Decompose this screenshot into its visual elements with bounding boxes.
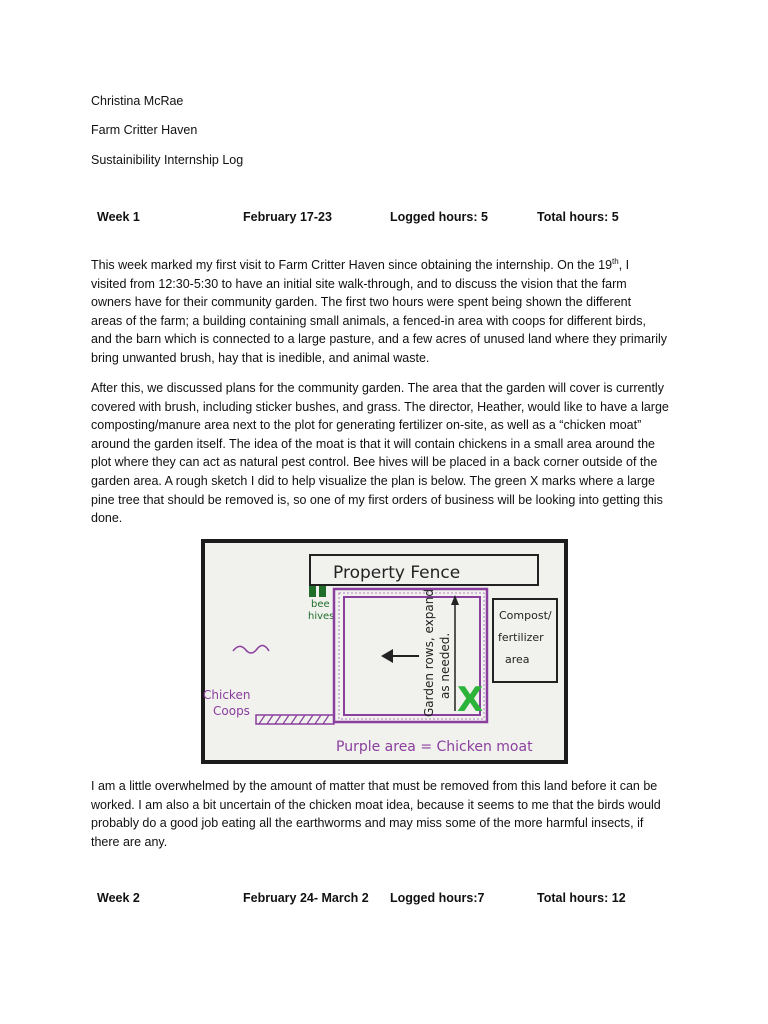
total-hours: Total hours: 5	[537, 210, 619, 224]
total-hours: Total hours: 12	[537, 891, 626, 905]
paragraph-line: worked. I am also a bit uncertain of the chicken moat idea, because it seems to me that the birds would	[91, 797, 661, 812]
logged-hours: Logged hours: 5	[390, 210, 488, 224]
paragraph-3	[91, 777, 691, 851]
garden-sketch	[201, 539, 568, 764]
paragraph-line: I am a little overwhelmed by the amount of matter that must be removed from this land before it can be	[91, 779, 658, 793]
paragraph-line: around the garden itself. The idea of the moat is that it will contain chickens in a small area around the	[91, 436, 655, 451]
legend-label: Purple area = Chicken moat	[336, 739, 533, 755]
organization-name: Farm Critter Haven	[91, 123, 198, 137]
paragraph-line: owners have for their community garden. The first two hours were spent being shown the different	[91, 295, 632, 310]
week-label: Week 2	[97, 891, 140, 905]
paragraph-2	[91, 379, 691, 528]
chicken-coops-label-2: Coops	[213, 704, 250, 718]
paragraph-line: bring unwanted brush, hay that is inedible, and animal waste.	[91, 350, 430, 365]
week-1-row	[97, 210, 697, 228]
paragraph-line: composting/manure area next to the plot for generating fertilizer on-site, as well as a “chicken moat”	[91, 418, 642, 433]
week-label: Week 1	[97, 210, 140, 224]
paragraph-line: garden area. A rough sketch I did to help visualize the plan is below. The green X marks where a large	[91, 473, 655, 488]
author-name: Christina McRae	[91, 94, 184, 108]
week-dates: February 17-23	[243, 210, 332, 224]
paragraph-line: plot where they can act as natural pest control. Bee hives will be placed in a back corner outside of the	[91, 455, 658, 470]
garden-rows-label-1: Garden rows, expand	[422, 589, 436, 717]
bee-hive-icon	[309, 586, 316, 597]
log-title: Sustainibility Internship Log	[91, 153, 244, 167]
pine-tree-x-mark: X	[457, 680, 484, 720]
compost-label-3: area	[505, 653, 530, 666]
compost-label-2: fertilizer	[498, 631, 544, 644]
paragraph-line: and the barn which is connected to a large pasture, and a few acres of unused land where they primarily	[91, 332, 668, 347]
week-2-row	[97, 891, 697, 909]
paragraph-1	[91, 256, 691, 368]
bee-hive-icon	[319, 586, 326, 597]
logged-hours: Logged hours:7	[390, 891, 485, 905]
week-dates: February 24- March 2	[243, 891, 369, 905]
property-fence-label: Property Fence	[333, 563, 461, 583]
bee-hives-label-2: hives	[308, 611, 335, 622]
paragraph-line: there are any.	[91, 834, 168, 849]
chicken-coops-label-1: Chicken	[203, 688, 251, 702]
paragraph-line: covered with brush, including sticker bushes, and grass. The director, Heather, would like to have a large	[91, 399, 669, 414]
compost-label-1: Compost/	[499, 609, 552, 622]
garden-rows-label-2: as needed.	[438, 632, 452, 699]
paragraph-line: After this, we discussed plans for the community garden. The area that the garden will cover is currently	[91, 381, 664, 395]
paragraph-line: pine tree that should be removed is, so one of my first orders of business will be looking into getting this	[91, 492, 663, 507]
paragraph-line: probably do a good job eating all the earthworms and may miss some of the more harmful insects, if	[91, 816, 644, 831]
bee-hives-label-1: bee	[311, 599, 330, 610]
paragraph-line: visited from 12:30-5:30 to have an initial site walk-through, and to discuss the vision that the farm	[91, 276, 627, 291]
paragraph-line: areas of the farm; a building containing small animals, a fenced-in area with coops for different birds,	[91, 313, 646, 328]
paragraph-line: done.	[91, 511, 123, 526]
paragraph-line: This week marked my first visit to Farm Critter Haven since obtaining the internship. On the 19th, I	[91, 256, 630, 272]
